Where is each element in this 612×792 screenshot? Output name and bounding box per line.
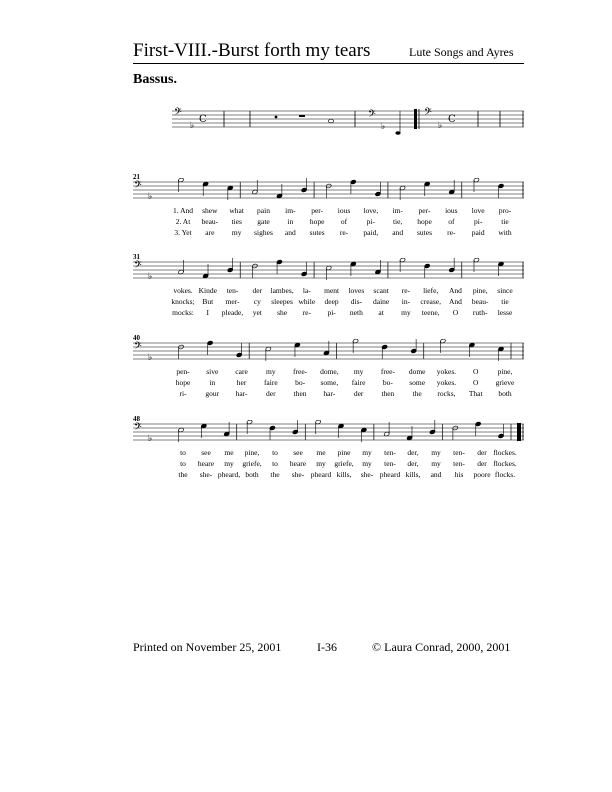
lyric-syllable: to bbox=[180, 459, 186, 468]
lyric-line-verse-1 bbox=[133, 448, 524, 458]
lyric-syllable: har- bbox=[323, 389, 336, 398]
lyric-syllable: ten- bbox=[226, 286, 239, 295]
lyric-syllable: both bbox=[245, 470, 259, 479]
lyric-line-verse-3 bbox=[133, 389, 524, 399]
lyric-syllable: sutes bbox=[417, 228, 432, 237]
lyric-syllable: Kinde bbox=[198, 286, 217, 295]
lyric-syllable: ten- bbox=[453, 448, 465, 457]
measure-number: 48 bbox=[133, 415, 140, 423]
page-title: First-VIII.-Burst forth my tears bbox=[133, 40, 371, 61]
lyric-syllable: me bbox=[316, 448, 326, 457]
lyric-syllable: her bbox=[236, 378, 247, 387]
lyric-syllable: grieve bbox=[495, 378, 515, 387]
lyric-syllable: sleepes bbox=[271, 297, 293, 306]
svg-text:𝄢: 𝄢 bbox=[134, 340, 142, 354]
lyric-syllable: pine, bbox=[497, 367, 513, 376]
lyric-syllable: per- bbox=[418, 206, 431, 215]
lyric-syllable: since bbox=[497, 286, 513, 295]
lyric-syllable: tie bbox=[501, 217, 509, 226]
lyric-syllable: pi- bbox=[327, 308, 336, 317]
svg-text:𝄢: 𝄢 bbox=[368, 108, 376, 122]
lyric-syllable: faire bbox=[351, 378, 366, 387]
lyric-syllable: bo- bbox=[382, 378, 393, 387]
lyric-syllable: per- bbox=[311, 206, 324, 215]
lyric-syllable: in bbox=[287, 217, 294, 226]
lyric-syllable: bo- bbox=[295, 378, 306, 387]
lyric-syllable: to bbox=[272, 459, 278, 468]
lyric-syllable: re- bbox=[302, 308, 312, 317]
lyric-syllable: kills, bbox=[405, 470, 421, 479]
lyric-syllable: ri- bbox=[179, 389, 187, 398]
lyric-syllable: griefe, bbox=[242, 459, 262, 468]
lyric-syllable: of bbox=[340, 217, 348, 226]
lyric-syllable: beau- bbox=[471, 297, 489, 306]
incipit-staff bbox=[172, 103, 524, 137]
lyric-line-verse-3 bbox=[133, 228, 524, 238]
lyric-syllable: pine, bbox=[472, 286, 488, 295]
lyric-syllable: both bbox=[498, 389, 512, 398]
part-name: Bassus. bbox=[133, 72, 177, 87]
lyric-syllable: der bbox=[477, 459, 487, 468]
svg-text:𝄢: 𝄢 bbox=[424, 106, 432, 120]
lyric-syllable: der, bbox=[407, 448, 419, 457]
music-staff bbox=[133, 258, 524, 284]
lyric-syllable: shew bbox=[202, 206, 218, 215]
lyric-syllable: and bbox=[284, 228, 296, 237]
lyric-syllable: ten- bbox=[384, 448, 396, 457]
lyric-syllable: free- bbox=[380, 367, 395, 376]
lyric-syllable: to bbox=[180, 448, 186, 457]
lyric-syllable: daine bbox=[373, 297, 390, 306]
lyric-syllable: love bbox=[471, 206, 485, 215]
svg-text:C: C bbox=[199, 114, 207, 125]
lyric-line-verse-2 bbox=[133, 459, 524, 469]
collection-title: Lute Songs and Ayres bbox=[409, 45, 514, 59]
svg-text:♭: ♭ bbox=[148, 353, 153, 363]
lyric-syllable: my bbox=[401, 308, 411, 317]
lyric-syllable: see bbox=[293, 448, 303, 457]
lyric-syllable: im- bbox=[285, 206, 296, 215]
lyric-syllable: ruth- bbox=[472, 308, 488, 317]
lyric-syllable: lesse bbox=[497, 308, 513, 317]
lyric-syllable: O bbox=[473, 367, 479, 376]
lyric-syllable: re- bbox=[339, 228, 349, 237]
lyric-syllable: the bbox=[270, 470, 280, 479]
lyric-line-verse-1 bbox=[133, 367, 524, 377]
lyric-syllable: she bbox=[277, 308, 288, 317]
lyric-syllable: paid, bbox=[363, 228, 379, 237]
lyric-syllable: pain bbox=[257, 206, 270, 215]
lyric-syllable: ious bbox=[337, 206, 351, 215]
lyric-syllable: she- bbox=[199, 470, 213, 479]
svg-text:C: C bbox=[448, 114, 456, 125]
lyric-syllable: my bbox=[266, 367, 276, 376]
lyric-syllable: faire bbox=[263, 378, 278, 387]
lyric-syllable: 1. And bbox=[172, 206, 194, 215]
lyric-syllable: tie bbox=[501, 297, 509, 306]
lyric-syllable: But bbox=[202, 297, 214, 306]
lyric-syllable: my bbox=[224, 459, 234, 468]
lyric-line-verse-1 bbox=[133, 206, 524, 216]
lyric-syllable: ten- bbox=[384, 459, 396, 468]
svg-text:♭: ♭ bbox=[148, 434, 153, 444]
lyric-syllable: deep bbox=[324, 297, 339, 306]
staff-notation bbox=[133, 420, 524, 446]
lyric-syllable: some, bbox=[320, 378, 339, 387]
lyric-line-verse-2 bbox=[133, 378, 524, 388]
lyric-syllable: O bbox=[452, 308, 459, 317]
svg-text:♭: ♭ bbox=[148, 192, 153, 202]
incipit-notation bbox=[172, 103, 524, 137]
lyric-syllable: knocks; bbox=[171, 297, 195, 306]
lyric-syllable: his bbox=[454, 470, 464, 479]
staff-notation bbox=[133, 258, 524, 284]
lyric-line-verse-3 bbox=[133, 470, 524, 480]
lyric-syllable: of bbox=[448, 217, 455, 226]
music-staff bbox=[133, 339, 524, 365]
lyric-syllable: der, bbox=[407, 459, 419, 468]
lyric-syllable: flockes. bbox=[493, 459, 517, 468]
lyric-syllable: me bbox=[224, 448, 234, 457]
lyric-syllable: lambes, bbox=[270, 286, 294, 295]
lyric-syllable: in bbox=[209, 378, 216, 387]
lyric-syllable: gour bbox=[205, 389, 220, 398]
lyric-syllable: pi- bbox=[366, 217, 375, 226]
measure-number: 40 bbox=[133, 334, 140, 342]
staff-notation bbox=[133, 178, 524, 204]
lyric-syllable: my bbox=[316, 459, 326, 468]
lyric-syllable: That bbox=[468, 389, 483, 398]
lyric-syllable: flockes. bbox=[493, 448, 517, 457]
lyric-line-verse-2 bbox=[133, 217, 524, 227]
lyric-syllable: pleade, bbox=[221, 308, 244, 317]
lyric-syllable: pen- bbox=[176, 367, 190, 376]
lyric-syllable: ties bbox=[231, 217, 242, 226]
lyric-syllable: ious bbox=[445, 206, 458, 215]
lyric-syllable: free- bbox=[293, 367, 308, 376]
lyric-syllable: my bbox=[353, 367, 364, 376]
svg-text:𝄢: 𝄢 bbox=[134, 421, 142, 435]
header-rule bbox=[133, 63, 524, 64]
lyric-syllable: der bbox=[353, 389, 364, 398]
lyric-syllable: mocks: bbox=[172, 308, 194, 317]
lyric-syllable: and bbox=[430, 470, 442, 479]
lyric-syllable: dis- bbox=[350, 297, 362, 306]
measure-number: 31 bbox=[133, 253, 140, 261]
lyric-syllable: flocks. bbox=[494, 470, 516, 479]
lyric-syllable: pro- bbox=[498, 206, 512, 215]
lyric-syllable: sighes bbox=[254, 228, 273, 237]
lyric-syllable: I bbox=[206, 308, 210, 317]
lyric-syllable: are bbox=[205, 228, 215, 237]
lyric-syllable: neth bbox=[349, 308, 363, 317]
lyric-syllable: kills, bbox=[336, 470, 352, 479]
lyric-syllable: yokes. bbox=[436, 378, 457, 387]
lyric-syllable: beau- bbox=[201, 217, 219, 226]
lyric-line-verse-2 bbox=[133, 297, 524, 307]
page-number: I-36 bbox=[317, 640, 337, 654]
lyric-syllable: while bbox=[298, 297, 316, 306]
lyric-syllable: der bbox=[266, 389, 276, 398]
svg-text:𝄢: 𝄢 bbox=[134, 259, 142, 273]
lyric-syllable: re- bbox=[401, 286, 411, 295]
lyric-syllable: what bbox=[229, 206, 244, 215]
lyric-syllable: then bbox=[381, 389, 395, 398]
lyric-syllable: sutes bbox=[309, 228, 325, 237]
lyric-syllable: heare bbox=[197, 459, 215, 468]
lyric-syllable: And bbox=[448, 297, 462, 306]
lyric-syllable: der bbox=[477, 448, 487, 457]
lyric-syllable: ment bbox=[324, 286, 340, 295]
lyric-syllable: 2. At bbox=[175, 217, 191, 226]
lyric-syllable: see bbox=[201, 448, 211, 457]
svg-text:𝄢: 𝄢 bbox=[134, 179, 142, 193]
lyric-syllable: she- bbox=[291, 470, 305, 479]
lyric-syllable: cy bbox=[253, 297, 261, 306]
lyric-syllable: re- bbox=[447, 228, 456, 237]
svg-text:♭: ♭ bbox=[438, 121, 443, 131]
lyric-syllable: to bbox=[272, 448, 278, 457]
lyric-line-verse-1 bbox=[133, 286, 524, 296]
staff-notation bbox=[133, 339, 524, 365]
lyric-syllable: pi- bbox=[473, 217, 483, 226]
lyric-syllable: my bbox=[362, 448, 372, 457]
lyric-syllable: ten- bbox=[453, 459, 465, 468]
lyric-syllable: paid bbox=[471, 228, 485, 237]
lyric-syllable: O bbox=[473, 378, 479, 387]
lyric-syllable: my bbox=[431, 459, 441, 468]
lyric-syllable: and bbox=[392, 228, 404, 237]
lyric-syllable: dome bbox=[408, 367, 426, 376]
lyric-syllable: dome, bbox=[320, 367, 339, 376]
lyric-syllable: pine bbox=[337, 448, 351, 457]
lyric-syllable: im- bbox=[392, 206, 403, 215]
lyric-syllable: the bbox=[178, 470, 188, 479]
lyric-syllable: hope bbox=[417, 217, 432, 226]
lyric-syllable: she- bbox=[360, 470, 374, 479]
lyric-syllable: poore bbox=[473, 470, 491, 479]
lyric-syllable: my bbox=[231, 228, 242, 237]
lyric-syllable: tie, bbox=[392, 217, 403, 226]
lyric-syllable: at bbox=[378, 308, 384, 317]
music-staff bbox=[133, 420, 524, 446]
svg-text:𝄢: 𝄢 bbox=[174, 106, 182, 120]
lyric-syllable: pheard bbox=[379, 470, 401, 479]
lyric-syllable: the bbox=[412, 389, 422, 398]
lyric-line-verse-3 bbox=[133, 308, 524, 318]
lyric-syllable: my bbox=[431, 448, 441, 457]
lyric-syllable: loves bbox=[348, 286, 365, 295]
lyric-syllable: teene, bbox=[421, 308, 440, 317]
lyric-syllable: care bbox=[235, 367, 248, 376]
svg-text:♭: ♭ bbox=[381, 122, 386, 132]
lyric-syllable: der bbox=[252, 286, 263, 295]
lyric-syllable: la- bbox=[302, 286, 311, 295]
lyric-syllable: sive bbox=[206, 367, 219, 376]
lyric-syllable: pheard, bbox=[217, 470, 241, 479]
lyric-syllable: mer- bbox=[225, 297, 240, 306]
lyric-syllable: yokes. bbox=[436, 367, 457, 376]
music-staff bbox=[133, 178, 524, 204]
svg-text:♭: ♭ bbox=[148, 272, 153, 282]
lyric-syllable: liefe, bbox=[423, 286, 439, 295]
lyric-syllable: my bbox=[362, 459, 372, 468]
lyric-syllable: crease, bbox=[420, 297, 441, 306]
lyric-syllable: love, bbox=[363, 206, 379, 215]
lyric-syllable: And bbox=[448, 286, 462, 295]
lyric-syllable: gate bbox=[257, 217, 270, 226]
lyric-syllable: yet bbox=[252, 308, 262, 317]
lyric-syllable: har- bbox=[235, 389, 248, 398]
print-date: Printed on November 25, 2001 bbox=[133, 640, 282, 654]
lyric-syllable: heare bbox=[289, 459, 307, 468]
svg-text:♭: ♭ bbox=[190, 121, 195, 131]
lyric-syllable: griefe, bbox=[334, 459, 354, 468]
measure-number: 21 bbox=[133, 173, 140, 181]
lyric-syllable: pine, bbox=[244, 448, 260, 457]
lyric-syllable: scant bbox=[373, 286, 389, 295]
lyric-syllable: pheard bbox=[310, 470, 332, 479]
lyric-syllable: hope bbox=[175, 378, 191, 387]
lyric-syllable: in- bbox=[401, 297, 411, 306]
lyric-syllable: some bbox=[409, 378, 426, 387]
lyric-syllable: rocks, bbox=[437, 389, 456, 398]
lyric-syllable: hope bbox=[309, 217, 325, 226]
lyric-syllable: vokes. bbox=[173, 286, 193, 295]
lyric-syllable: with bbox=[498, 228, 512, 237]
lyric-syllable: then bbox=[293, 389, 307, 398]
lyric-syllable: 3. Yet bbox=[174, 228, 192, 237]
copyright: © Laura Conrad, 2000, 2001 bbox=[372, 640, 511, 654]
